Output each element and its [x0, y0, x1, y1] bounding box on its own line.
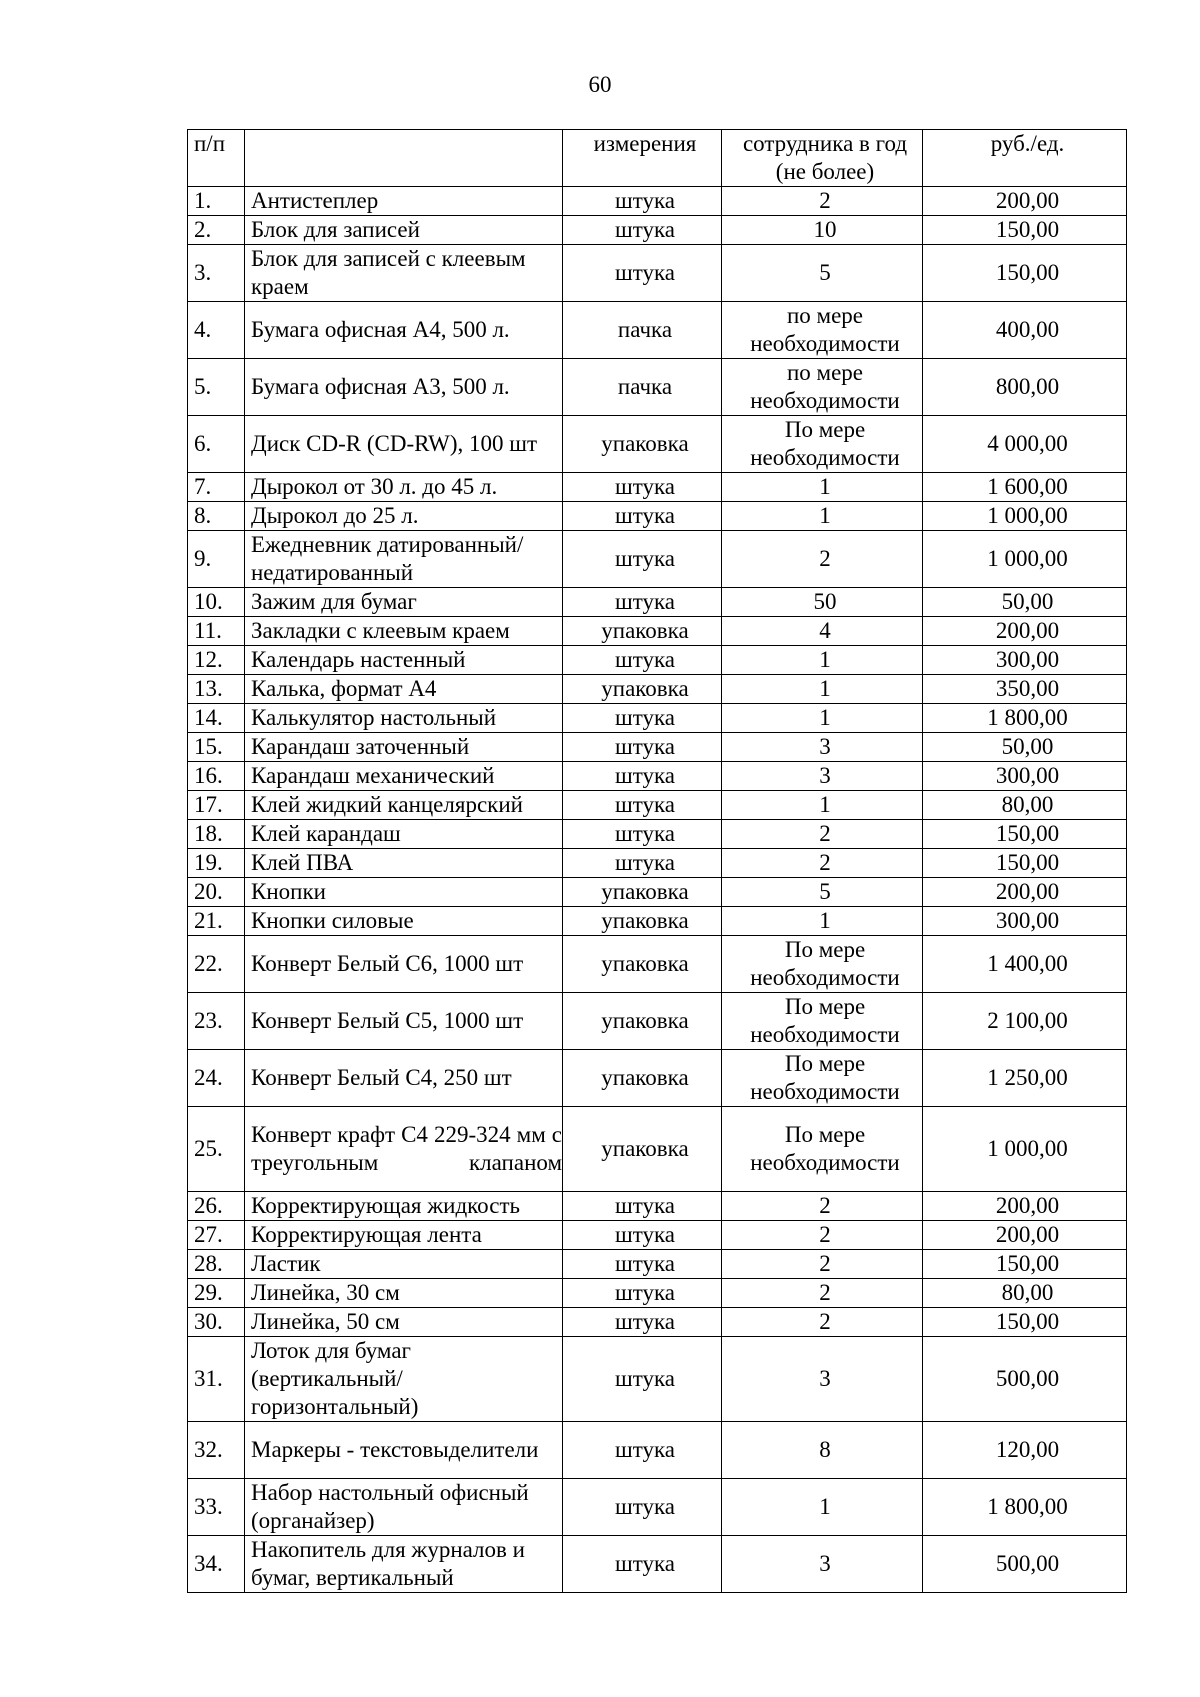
- cell-qty: 8: [722, 1422, 923, 1479]
- cell-num: 5.: [188, 359, 245, 416]
- cell-unit: штука: [563, 1250, 722, 1279]
- cell-name: Диск CD-R (CD-RW), 100 шт: [245, 416, 563, 473]
- cell-num: 10.: [188, 588, 245, 617]
- cell-price: 800,00: [923, 359, 1127, 416]
- table-row: [188, 675, 1127, 704]
- cell-name: Калькулятор настольный: [245, 704, 563, 733]
- cell-qty: 2: [722, 531, 923, 588]
- table-row: [188, 1050, 1127, 1107]
- table-row: [188, 617, 1127, 646]
- cell-num: 34.: [188, 1536, 245, 1593]
- cell-unit: штука: [563, 1422, 722, 1479]
- cell-price: 350,00: [923, 675, 1127, 704]
- cell-price: 200,00: [923, 187, 1127, 216]
- table-row: [188, 588, 1127, 617]
- cell-unit: пачка: [563, 359, 722, 416]
- cell-qty: По мере необходимости: [722, 416, 923, 473]
- cell-price: 200,00: [923, 1192, 1127, 1221]
- cell-name: Конверт Белый С5, 1000 шт: [245, 993, 563, 1050]
- cell-name: Закладки с клеевым краем: [245, 617, 563, 646]
- cell-num: 4.: [188, 302, 245, 359]
- cell-name: Ластик: [245, 1250, 563, 1279]
- cell-name: Корректирующая жидкость: [245, 1192, 563, 1221]
- table-row: [188, 245, 1127, 302]
- table-row: [188, 704, 1127, 733]
- table-row: [188, 531, 1127, 588]
- cell-num: 16.: [188, 762, 245, 791]
- cell-price: 1 800,00: [923, 704, 1127, 733]
- cell-name: Корректирующая лента: [245, 1221, 563, 1250]
- cell-qty: 3: [722, 1337, 923, 1422]
- table-body: [188, 130, 1127, 1593]
- cell-qty: 2: [722, 1250, 923, 1279]
- header-num: п/п: [188, 130, 245, 187]
- header-qty: сотрудника в год (не более): [722, 130, 923, 187]
- cell-name: Маркеры - текстовыделители: [245, 1422, 563, 1479]
- cell-name: Кнопки силовые: [245, 907, 563, 936]
- cell-num: 32.: [188, 1422, 245, 1479]
- cell-num: 11.: [188, 617, 245, 646]
- cell-unit: упаковка: [563, 993, 722, 1050]
- cell-num: 15.: [188, 733, 245, 762]
- cell-num: 28.: [188, 1250, 245, 1279]
- cell-name: Кнопки: [245, 878, 563, 907]
- table-row: [188, 646, 1127, 675]
- cell-price: 150,00: [923, 1308, 1127, 1337]
- cell-num: 21.: [188, 907, 245, 936]
- table-row: [188, 878, 1127, 907]
- cell-price: 150,00: [923, 849, 1127, 878]
- header-name: [245, 130, 563, 187]
- cell-num: 27.: [188, 1221, 245, 1250]
- cell-name: Бумага офисная А4, 500 л.: [245, 302, 563, 359]
- cell-unit: упаковка: [563, 907, 722, 936]
- cell-num: 7.: [188, 473, 245, 502]
- cell-price: 1 000,00: [923, 502, 1127, 531]
- cell-price: 400,00: [923, 302, 1127, 359]
- cell-num: 23.: [188, 993, 245, 1050]
- cell-qty: 1: [722, 473, 923, 502]
- cell-name: Линейка, 50 см: [245, 1308, 563, 1337]
- cell-unit: штука: [563, 245, 722, 302]
- cell-price: 50,00: [923, 588, 1127, 617]
- cell-unit: штука: [563, 216, 722, 245]
- cell-qty: 3: [722, 762, 923, 791]
- cell-qty: 10: [722, 216, 923, 245]
- cell-name: Набор настольный офисный (органайзер): [245, 1479, 563, 1536]
- cell-price: 120,00: [923, 1422, 1127, 1479]
- cell-qty: По мере необходимости: [722, 1107, 923, 1192]
- cell-num: 31.: [188, 1337, 245, 1422]
- cell-num: 26.: [188, 1192, 245, 1221]
- table-row: [188, 416, 1127, 473]
- cell-num: 9.: [188, 531, 245, 588]
- cell-num: 3.: [188, 245, 245, 302]
- cell-name: Калька, формат А4: [245, 675, 563, 704]
- cell-unit: упаковка: [563, 675, 722, 704]
- cell-price: 80,00: [923, 1279, 1127, 1308]
- cell-num: 22.: [188, 936, 245, 993]
- cell-unit: упаковка: [563, 1050, 722, 1107]
- table-row: [188, 1337, 1127, 1422]
- cell-name: Календарь настенный: [245, 646, 563, 675]
- table-row: [188, 1250, 1127, 1279]
- cell-unit: штука: [563, 1308, 722, 1337]
- cell-unit: упаковка: [563, 936, 722, 993]
- cell-name: Ежедневник датированный/ недатированный: [245, 531, 563, 588]
- cell-qty: 1: [722, 502, 923, 531]
- table-row: [188, 762, 1127, 791]
- cell-num: 29.: [188, 1279, 245, 1308]
- cell-price: 500,00: [923, 1337, 1127, 1422]
- cell-name: Антистеплер: [245, 187, 563, 216]
- cell-price: 50,00: [923, 733, 1127, 762]
- table-row: [188, 1308, 1127, 1337]
- table-row: [188, 473, 1127, 502]
- cell-price: 300,00: [923, 762, 1127, 791]
- table-row: [188, 1422, 1127, 1479]
- supplies-table: [187, 129, 1127, 1593]
- page-number: 60: [588, 72, 612, 97]
- cell-num: 12.: [188, 646, 245, 675]
- cell-unit: штука: [563, 791, 722, 820]
- cell-qty: 2: [722, 1221, 923, 1250]
- cell-unit: штука: [563, 820, 722, 849]
- cell-price: 300,00: [923, 646, 1127, 675]
- cell-num: 19.: [188, 849, 245, 878]
- cell-num: 33.: [188, 1479, 245, 1536]
- cell-name: Блок для записей: [245, 216, 563, 245]
- table-row: [188, 302, 1127, 359]
- cell-unit: штука: [563, 849, 722, 878]
- cell-qty: 2: [722, 1308, 923, 1337]
- cell-name: Зажим для бумаг: [245, 588, 563, 617]
- cell-price: 150,00: [923, 1250, 1127, 1279]
- cell-unit: упаковка: [563, 878, 722, 907]
- cell-name: Дырокол от 30 л. до 45 л.: [245, 473, 563, 502]
- header-price: руб./ед.: [923, 130, 1127, 187]
- cell-name: Лоток для бумаг (вертикальный/горизонтальный): [245, 1337, 563, 1422]
- cell-name: Дырокол до 25 л.: [245, 502, 563, 531]
- cell-num: 25.: [188, 1107, 245, 1192]
- cell-qty: 3: [722, 1536, 923, 1593]
- table-row: [188, 820, 1127, 849]
- cell-qty: 5: [722, 878, 923, 907]
- cell-num: 17.: [188, 791, 245, 820]
- cell-qty: 1: [722, 907, 923, 936]
- cell-qty: 2: [722, 1192, 923, 1221]
- cell-num: 8.: [188, 502, 245, 531]
- cell-unit: упаковка: [563, 416, 722, 473]
- cell-unit: штука: [563, 1479, 722, 1536]
- cell-num: 30.: [188, 1308, 245, 1337]
- cell-price: 500,00: [923, 1536, 1127, 1593]
- cell-unit: штука: [563, 588, 722, 617]
- cell-name: Клей ПВА: [245, 849, 563, 878]
- table-row: [188, 1479, 1127, 1536]
- table-row: [188, 733, 1127, 762]
- cell-unit: штука: [563, 187, 722, 216]
- cell-unit: пачка: [563, 302, 722, 359]
- table-row: [188, 1107, 1127, 1192]
- cell-qty: по мере необходимости: [722, 359, 923, 416]
- cell-name: Конверт крафт С4 229-324 мм с треугольным клапаном: [245, 1107, 563, 1192]
- table-row: [188, 936, 1127, 993]
- cell-name: Клей карандаш: [245, 820, 563, 849]
- table-row: [188, 791, 1127, 820]
- cell-num: 1.: [188, 187, 245, 216]
- cell-unit: штука: [563, 1221, 722, 1250]
- table-row: [188, 993, 1127, 1050]
- cell-price: 4 000,00: [923, 416, 1127, 473]
- cell-num: 20.: [188, 878, 245, 907]
- cell-price: 1 250,00: [923, 1050, 1127, 1107]
- cell-price: 200,00: [923, 878, 1127, 907]
- cell-qty: 2: [722, 187, 923, 216]
- cell-qty: По мере необходимости: [722, 1050, 923, 1107]
- cell-num: 6.: [188, 416, 245, 473]
- table-row: [188, 359, 1127, 416]
- cell-unit: упаковка: [563, 617, 722, 646]
- cell-price: 200,00: [923, 617, 1127, 646]
- cell-num: 24.: [188, 1050, 245, 1107]
- cell-unit: штука: [563, 646, 722, 675]
- cell-unit: упаковка: [563, 1107, 722, 1192]
- cell-qty: 1: [722, 646, 923, 675]
- table-row: [188, 1221, 1127, 1250]
- cell-name: Конверт Белый С6, 1000 шт: [245, 936, 563, 993]
- cell-price: 1 400,00: [923, 936, 1127, 993]
- cell-price: 150,00: [923, 245, 1127, 302]
- cell-name: Карандаш механический: [245, 762, 563, 791]
- cell-price: 200,00: [923, 1221, 1127, 1250]
- table-header-row: [188, 130, 1127, 187]
- cell-name: Накопитель для журналов и бумаг, вертикальный: [245, 1536, 563, 1593]
- header-unit: измерения: [563, 130, 722, 187]
- cell-unit: штука: [563, 502, 722, 531]
- cell-unit: штука: [563, 733, 722, 762]
- cell-price: 1 800,00: [923, 1479, 1127, 1536]
- cell-unit: штука: [563, 1279, 722, 1308]
- table-row: [188, 907, 1127, 936]
- table-row: [188, 187, 1127, 216]
- cell-num: 18.: [188, 820, 245, 849]
- cell-unit: штука: [563, 531, 722, 588]
- cell-unit: штука: [563, 1536, 722, 1593]
- cell-unit: штука: [563, 1337, 722, 1422]
- cell-price: 1 600,00: [923, 473, 1127, 502]
- cell-qty: 1: [722, 675, 923, 704]
- cell-qty: 50: [722, 588, 923, 617]
- cell-qty: 1: [722, 1479, 923, 1536]
- cell-qty: 5: [722, 245, 923, 302]
- cell-qty: По мере необходимости: [722, 993, 923, 1050]
- cell-price: 2 100,00: [923, 993, 1127, 1050]
- table-row: [188, 1536, 1127, 1593]
- cell-unit: штука: [563, 762, 722, 791]
- table-row: [188, 849, 1127, 878]
- cell-num: 2.: [188, 216, 245, 245]
- cell-name: Клей жидкий канцелярский: [245, 791, 563, 820]
- cell-name: Бумага офисная А3, 500 л.: [245, 359, 563, 416]
- cell-price: 150,00: [923, 216, 1127, 245]
- cell-num: 14.: [188, 704, 245, 733]
- cell-name: Линейка, 30 см: [245, 1279, 563, 1308]
- cell-price: 80,00: [923, 791, 1127, 820]
- cell-qty: 2: [722, 820, 923, 849]
- table-row: [188, 1192, 1127, 1221]
- cell-qty: 2: [722, 1279, 923, 1308]
- cell-qty: 2: [722, 849, 923, 878]
- cell-price: 1 000,00: [923, 1107, 1127, 1192]
- cell-price: 150,00: [923, 820, 1127, 849]
- cell-qty: 1: [722, 791, 923, 820]
- cell-name: Блок для записей с клеевым краем: [245, 245, 563, 302]
- cell-unit: штука: [563, 704, 722, 733]
- cell-unit: штука: [563, 473, 722, 502]
- cell-qty: 3: [722, 733, 923, 762]
- table-row: [188, 502, 1127, 531]
- cell-qty: 4: [722, 617, 923, 646]
- cell-price: 300,00: [923, 907, 1127, 936]
- cell-qty: по мере необходимости: [722, 302, 923, 359]
- cell-num: 13.: [188, 675, 245, 704]
- cell-qty: 1: [722, 704, 923, 733]
- table-row: [188, 1279, 1127, 1308]
- cell-qty: По мере необходимости: [722, 936, 923, 993]
- cell-unit: штука: [563, 1192, 722, 1221]
- cell-name: Конверт Белый С4, 250 шт: [245, 1050, 563, 1107]
- cell-name: Карандаш заточенный: [245, 733, 563, 762]
- table-row: [188, 216, 1127, 245]
- cell-price: 1 000,00: [923, 531, 1127, 588]
